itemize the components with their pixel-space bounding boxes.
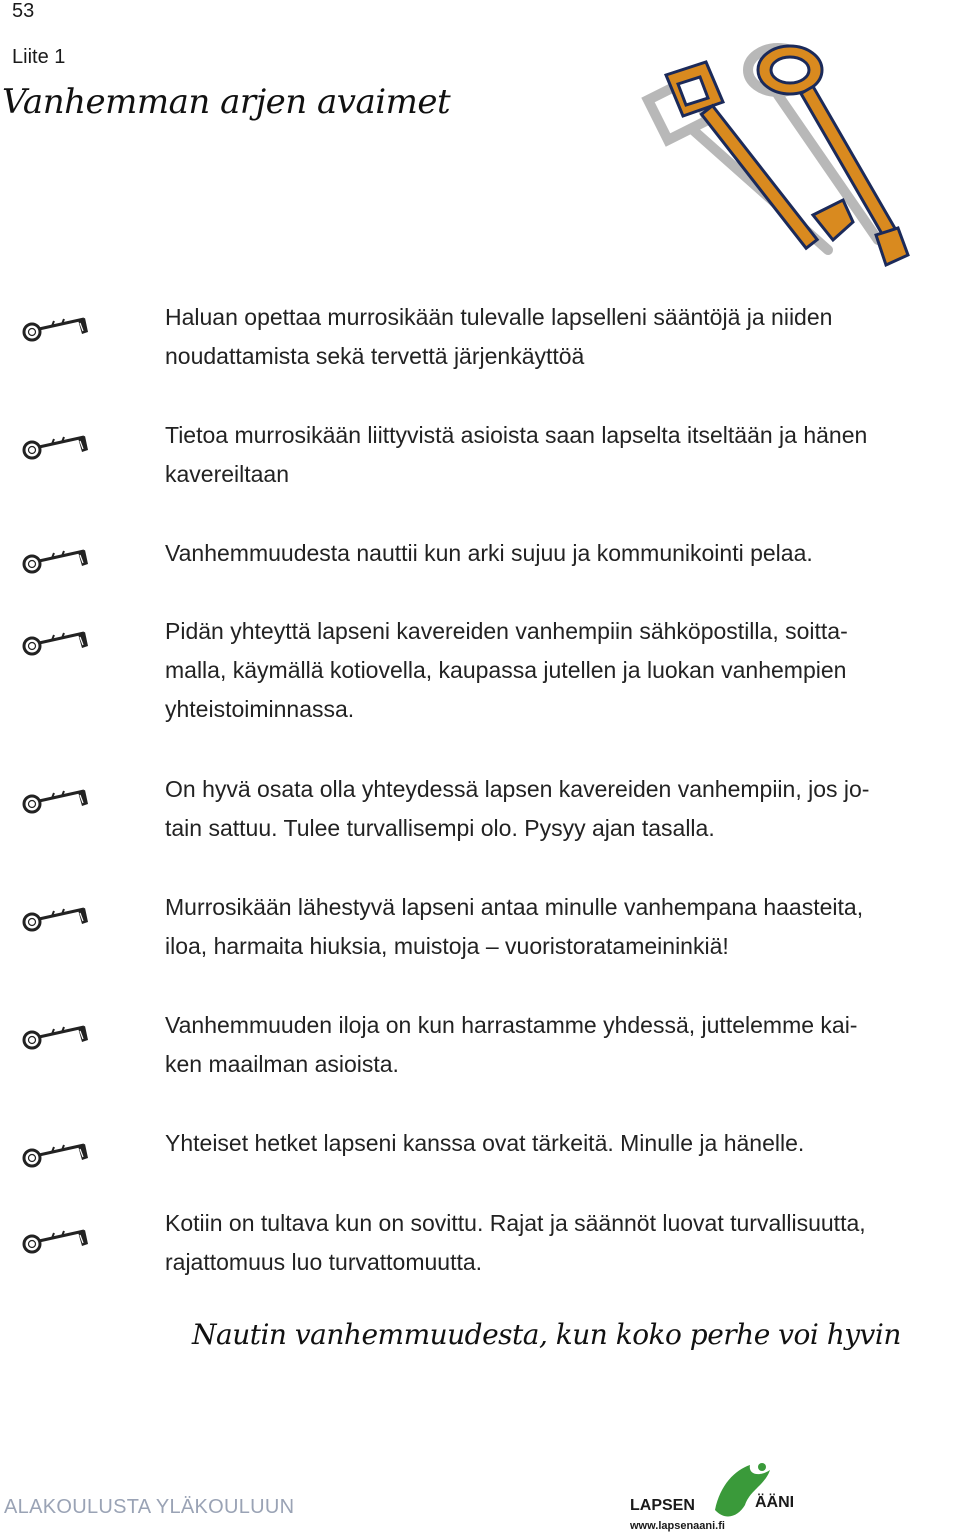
key-icon: [22, 542, 94, 578]
key-icon: [22, 310, 94, 346]
list-item-text: [165, 1124, 955, 1163]
list-item-text: [165, 534, 955, 573]
list-item-text: [165, 1006, 955, 1084]
list-item-line: Pidän yhteyttä lapseni kavereiden vanhempiin sähköpostilla, soitta-: [165, 618, 848, 644]
list-item-text: [165, 770, 955, 848]
logo-word-2: ÄÄNI: [755, 1494, 795, 1511]
key-icon: [22, 624, 94, 660]
list-item-line: kavereiltaan: [165, 461, 290, 487]
list-item-text: [165, 888, 955, 966]
list-item-line: tain sattuu. Tulee turvallisempi olo. Pysyy ajan tasalla.: [165, 815, 715, 841]
list-item-line: Vanhemmuuden iloja on kun harrastamme yhdessä, juttelemme kai-: [165, 1012, 858, 1038]
list-item-text: [165, 416, 955, 494]
list-item-text: [165, 298, 955, 376]
logo-url: www.lapsenaani.fi: [630, 1520, 725, 1532]
two-keys-illustration: [628, 40, 928, 280]
list-item-line: yhteistoiminnassa.: [165, 696, 355, 722]
key-icon: [22, 782, 94, 818]
page-number: 53: [12, 0, 35, 22]
key-icon: [22, 428, 94, 464]
list-item-line: Haluan opettaa murrosikään tulevalle lapselleni sääntöjä ja niiden: [165, 304, 833, 330]
lapsen-aani-logo: [620, 1455, 820, 1535]
list-item-line: Tietoa murrosikään liittyvistä asioista saan lapselta itseltään ja hänen: [165, 422, 868, 448]
list-item-line: iloa, harmaita hiuksia, muistoja – vuoristoratameininkiä!: [165, 933, 729, 959]
logo-word-1: LAPSEN: [630, 1497, 695, 1514]
page-title: Vanhemman arjen avaimet: [2, 82, 451, 122]
key-icon: [22, 1222, 94, 1258]
closing-sentence: Nautin vanhemmuudesta, kun koko perhe voi hyvin: [192, 1318, 901, 1351]
list-item-line: Murrosikään lähestyvä lapseni antaa minulle vanhempana haasteita,: [165, 894, 864, 920]
list-item-line: Yhteiset hetket lapseni kanssa ovat tärkeitä. Minulle ja hänelle.: [165, 1130, 805, 1156]
list-item-line: Vanhemmuudesta nauttii kun arki sujuu ja kommunikointi pelaa.: [165, 540, 813, 566]
list-item-line: ken maailman asioista.: [165, 1051, 399, 1077]
list-item-line: malla, käymällä kotiovella, kaupassa jutellen ja luokan vanhempien: [165, 657, 847, 683]
appendix-label: Liite 1: [12, 46, 66, 68]
key-icon: [22, 1018, 94, 1054]
key-icon: [22, 1136, 94, 1172]
footer-label: ALAKOULUSTA YLÄKOULUUN: [4, 1496, 295, 1518]
list-item-line: On hyvä osata olla yhteydessä lapsen kavereiden vanhempiin, jos jo-: [165, 776, 870, 802]
key-icon: [22, 900, 94, 936]
list-item-line: rajattomuus luo turvattomuutta.: [165, 1249, 483, 1275]
list-item-line: noudattamista sekä tervettä järjenkäyttöä: [165, 343, 585, 369]
list-item-text: [165, 612, 955, 729]
list-item-text: [165, 1204, 955, 1282]
list-item-line: Kotiin on tultava kun on sovittu. Rajat ja säännöt luovat turvallisuutta,: [165, 1210, 866, 1236]
